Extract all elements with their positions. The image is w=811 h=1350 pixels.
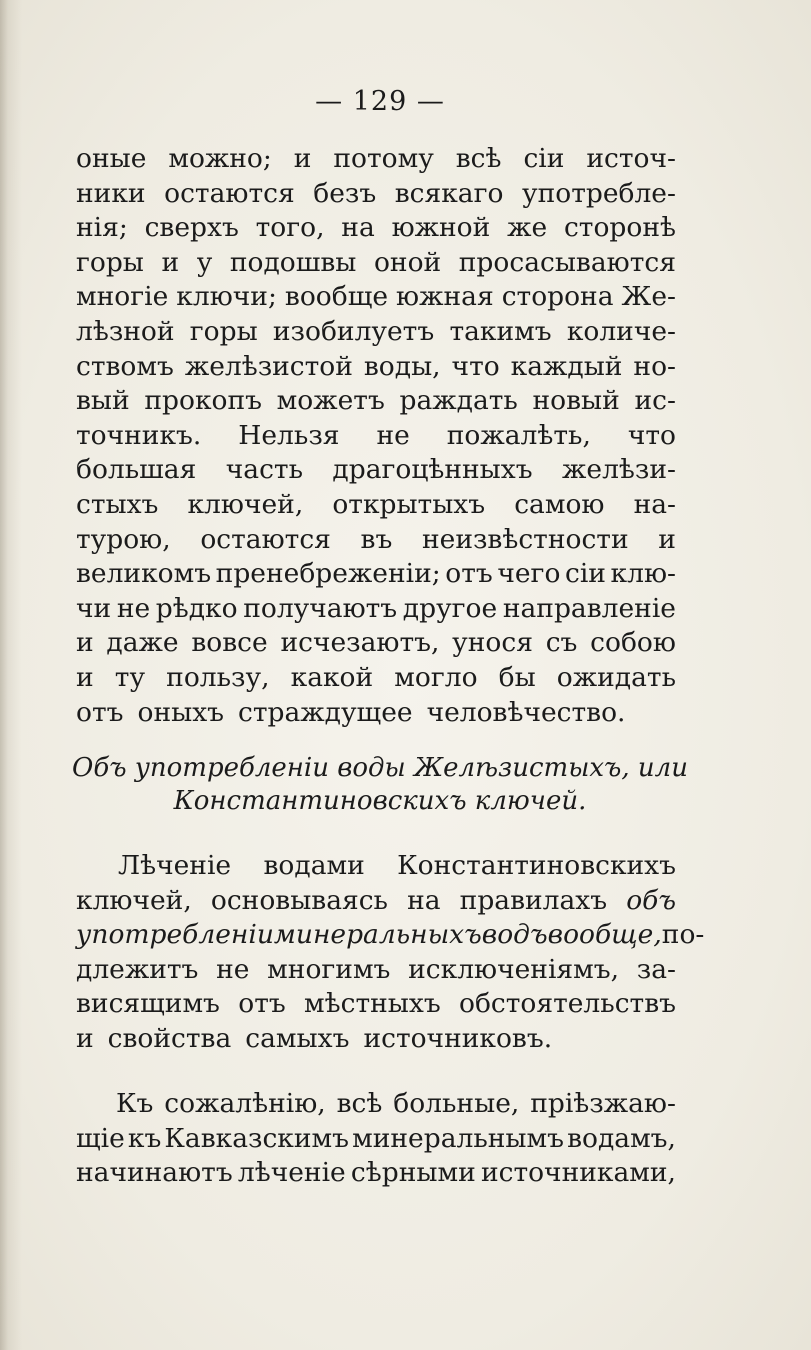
word: въ (360, 523, 393, 555)
word: водами (263, 850, 365, 881)
word: новый (532, 385, 620, 417)
word: Лѣченіе (118, 850, 232, 881)
word: самою (514, 488, 605, 520)
word: не (116, 592, 151, 624)
word: пожалѣть, (446, 419, 591, 451)
word: вообще (284, 281, 389, 313)
word: изобилуетъ (272, 315, 435, 347)
word: сіи (523, 143, 565, 174)
word: можно; (168, 143, 272, 174)
word: минеральныхъ (273, 919, 482, 951)
text-line (76, 1122, 676, 1157)
text-line (76, 523, 676, 558)
word: южная (396, 281, 494, 313)
word: ключей, (187, 488, 304, 520)
word: безъ (313, 177, 377, 209)
text-line (76, 557, 676, 592)
page-number: — 129 — (315, 86, 445, 117)
word: источниковъ. (363, 1022, 553, 1054)
word: оныхъ (137, 696, 224, 728)
word: остаются (200, 523, 331, 555)
word: на (407, 884, 441, 916)
word: ис- (634, 385, 676, 417)
word: сожалѣнію, (164, 1088, 326, 1119)
word: сторона (501, 281, 614, 313)
word: горы (189, 315, 258, 347)
word: сѣрными (350, 1157, 476, 1189)
word: того, (255, 212, 325, 244)
word: что (627, 419, 676, 451)
word: неизвѣстности (421, 523, 629, 555)
word: унося (452, 627, 533, 659)
word: раждать (399, 385, 518, 417)
word: свойства (107, 1022, 232, 1054)
word: на (341, 212, 375, 244)
text-line (76, 953, 676, 988)
word: не (376, 419, 410, 451)
text-line (76, 246, 676, 281)
text-line (76, 661, 676, 696)
word: клю- (610, 558, 676, 590)
word: отъ (76, 696, 124, 728)
word: горы (76, 246, 144, 278)
word: ту (114, 661, 146, 693)
word: правилахъ (459, 884, 608, 916)
word: человѣчество. (426, 696, 626, 728)
word: точникъ. (76, 419, 202, 451)
word: же (507, 212, 548, 244)
section-heading (60, 752, 700, 818)
text-line (76, 626, 676, 661)
word: длежитъ (76, 953, 199, 985)
word: такимъ (449, 315, 552, 347)
paragraph (76, 1087, 676, 1191)
word: каждый (510, 350, 623, 382)
word: стыхъ (76, 488, 159, 520)
word: вообще, (547, 919, 662, 951)
text-line (76, 419, 676, 454)
word: желѣзистой (184, 350, 353, 382)
word: по- (661, 919, 705, 951)
word: можетъ (276, 385, 385, 417)
word: вый (76, 385, 130, 417)
word: съ (545, 627, 578, 659)
text-line (76, 884, 676, 919)
text-line (76, 987, 676, 1022)
text-line (76, 1156, 676, 1191)
word: желѣзи- (562, 454, 676, 486)
text-line (76, 1022, 676, 1057)
word: южной (391, 212, 491, 244)
word: щіе (76, 1122, 125, 1154)
word: ники (76, 177, 146, 209)
word: вовсе (191, 627, 268, 659)
word: Кавказскимъ (164, 1122, 350, 1154)
word: даже (106, 627, 179, 659)
word: самыхъ (245, 1022, 350, 1054)
word: употребленіи (76, 919, 274, 951)
word: основываясь (210, 884, 388, 916)
word: за- (636, 953, 676, 985)
word: другое (402, 592, 498, 624)
word: оной (373, 246, 442, 278)
text-line (76, 211, 676, 246)
word: отъ (238, 988, 286, 1020)
word: пріѣзжаю- (530, 1088, 676, 1119)
text-line (76, 280, 676, 315)
text-line (76, 918, 705, 953)
word: многіе (76, 281, 169, 313)
word: всякаго (394, 177, 504, 209)
word: рѣдко (155, 592, 238, 624)
word: минеральнымъ (352, 1122, 564, 1154)
word: оные (76, 143, 147, 174)
text-line (76, 592, 676, 627)
word: часть (225, 454, 303, 486)
text-line (76, 315, 676, 350)
word: лѣзной (76, 315, 175, 347)
word: сверхъ (144, 212, 239, 244)
word: Константиновскихъ (397, 850, 676, 881)
word: драгоцѣнныхъ (332, 454, 533, 486)
word: ключи; (176, 281, 277, 313)
text-line (76, 453, 676, 488)
word: источ- (586, 143, 676, 174)
word: къ (127, 1122, 162, 1154)
word: чего (497, 558, 561, 590)
word: потому (333, 143, 434, 174)
word: у (196, 246, 213, 278)
text-line (76, 696, 676, 731)
word: великомъ (76, 558, 212, 590)
word: остаются (164, 177, 295, 209)
word: не (216, 953, 250, 985)
word: что (451, 350, 500, 382)
word: исключеніямъ, (408, 953, 620, 985)
word: начинаютъ (76, 1157, 233, 1189)
word: бы (498, 661, 536, 693)
word: сторонѣ (563, 212, 676, 244)
word: получаютъ (243, 592, 398, 624)
word: ключей, (76, 884, 192, 916)
word: источниками, (480, 1157, 676, 1189)
word: нія; (76, 212, 128, 244)
word: количе- (566, 315, 676, 347)
word: водамъ, (567, 1122, 676, 1154)
word: и (76, 627, 94, 659)
word: ожидать (556, 661, 676, 693)
word: ствомъ (76, 350, 174, 382)
word: отъ (445, 558, 493, 590)
word: открытыхъ (332, 488, 486, 520)
text-line (76, 384, 676, 419)
word: просасываются (458, 246, 676, 278)
word: пользу, (166, 661, 270, 693)
word: висящимъ (76, 988, 220, 1020)
word: большая (76, 454, 197, 486)
word: направленіе (502, 592, 676, 624)
word: чи (76, 592, 112, 624)
heading-line: Объ употребленіи воды Желѣзистыхъ, или (72, 753, 688, 783)
word: но- (633, 350, 676, 382)
paragraph-continuation (76, 142, 676, 730)
word: и (161, 246, 180, 278)
word: многимъ (267, 953, 391, 985)
word: собою (590, 627, 676, 659)
paragraph (76, 849, 705, 1057)
word: Же- (621, 281, 676, 313)
word: воды, (363, 350, 441, 382)
word: страждущее (238, 696, 413, 728)
word: какой (290, 661, 374, 693)
word: больные, (393, 1088, 520, 1119)
word: употребле- (522, 177, 676, 209)
word: и (658, 523, 676, 555)
heading-line: Константиновскихъ ключей. (173, 786, 587, 816)
text-line (76, 350, 676, 385)
word: всѣ (336, 1088, 383, 1119)
word: исчезаютъ, (280, 627, 440, 659)
word: объ (626, 884, 676, 916)
word: Къ (116, 1088, 154, 1119)
text-line (76, 488, 676, 523)
text-line (76, 142, 676, 177)
word: и (76, 661, 94, 693)
text-line (76, 177, 676, 212)
text-line (76, 849, 676, 884)
word: Нельзя (238, 419, 340, 451)
word: обстоятельствъ (459, 988, 676, 1020)
word: и (293, 143, 312, 174)
word: подошвы (229, 246, 357, 278)
word: пренебреженіи; (215, 558, 441, 590)
word: сіи (564, 558, 606, 590)
word: мѣстныхъ (304, 988, 441, 1020)
word: всѣ (455, 143, 502, 174)
word: прокопъ (144, 385, 262, 417)
word: на- (633, 488, 676, 520)
word: и (76, 1022, 94, 1054)
word: лѣченіе (237, 1157, 346, 1189)
word: могло (394, 661, 478, 693)
text-line (76, 1087, 676, 1122)
word: водъ (481, 919, 548, 951)
word: турою, (76, 523, 171, 555)
